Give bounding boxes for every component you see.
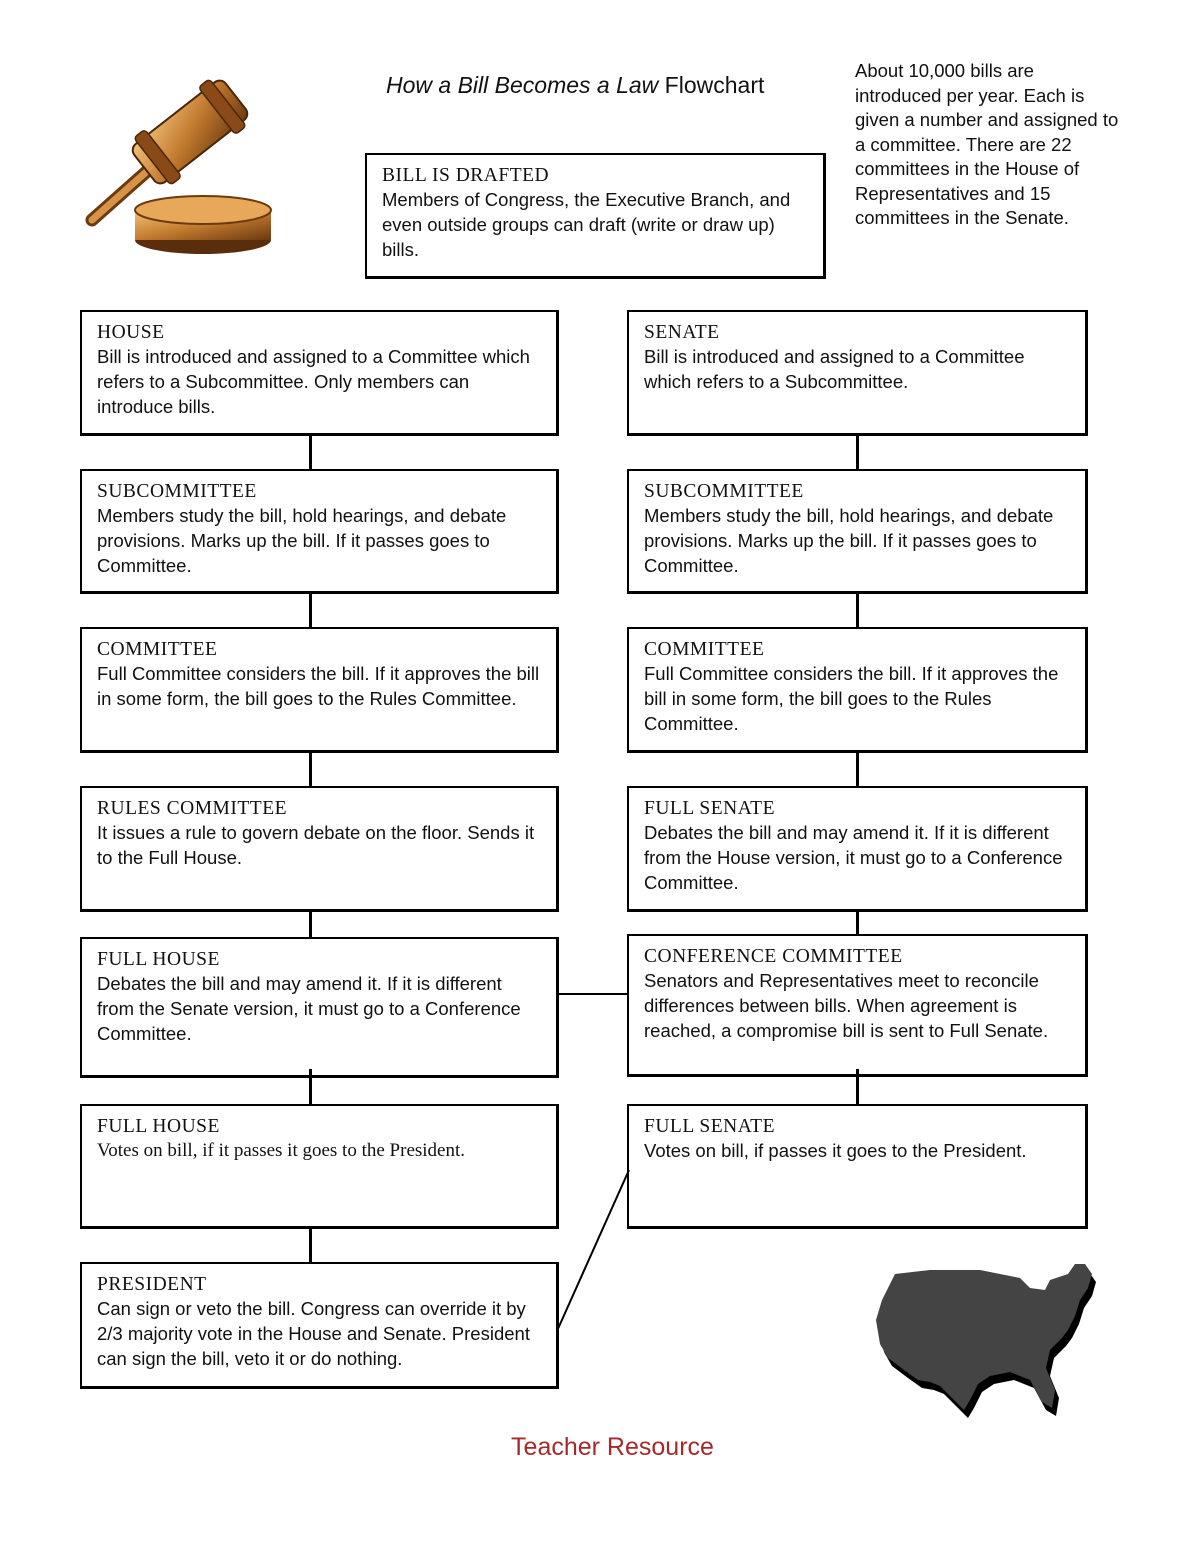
box-heading: FULL SENATE [644, 798, 775, 819]
box-heading: FULL SENATE [644, 1116, 775, 1137]
footer-label: Teacher Resource [511, 1433, 714, 1461]
box-body: Senators and Representatives meet to reconcile differences between bills. When agreement is reached, a compromise bill is sent to Full Senate. [644, 970, 1049, 1041]
box-body: Votes on bill, if passes it goes to the President. [644, 1140, 1027, 1161]
box-heading: BILL IS DRAFTED [382, 165, 550, 186]
box-body: Members of Congress, the Executive Branch, and even outside groups can draft (write or draw up) bills. [382, 189, 791, 260]
box-body: Can sign or veto the bill. Congress can override it by 2/3 majority vote in the House and Senate. President can sign the bill, veto it or do nothing. [97, 1298, 530, 1369]
box-heading: CONFERENCE COMMITTEE [644, 946, 903, 967]
box-body: It issues a rule to govern debate on the floor. Sends it to the Full House. [97, 822, 535, 868]
box-body: Bill is introduced and assigned to a Committee which refers to a Subcommittee. [644, 346, 1025, 392]
box-heading: SUBCOMMITTEE [97, 481, 257, 502]
box-body: Members study the bill, hold hearings, and debate provisions. Marks up the bill. If it passes goes to Committee. [97, 505, 507, 576]
box-heading: SUBCOMMITTEE [644, 481, 804, 502]
title-italic: How a Bill Becomes a Law [386, 72, 659, 98]
box-body: Bill is introduced and assigned to a Committee which refers to a Subcommittee. Only members can introduce bills. [97, 346, 530, 417]
box-heading: SENATE [644, 322, 720, 343]
box-heading: PRESIDENT [97, 1274, 207, 1295]
bill-facts-note: About 10,000 bills are introduced per year. Each is given a number and assigned to a committee. There are 22 committees in the House of Representatives and 15 committees in the Senate. [855, 60, 1119, 228]
box-heading: RULES COMMITTEE [97, 798, 288, 819]
box-body: Votes on bill, if it passes it goes to the President. [97, 1140, 466, 1161]
box-heading: COMMITTEE [97, 639, 218, 660]
us-map-icon [870, 1260, 1100, 1420]
box-body: Debates the bill and may amend it. If it is different from the House version, it must go to a Conference Committee. [644, 822, 1063, 893]
senate-president-connector [557, 1170, 629, 1331]
box-heading: HOUSE [97, 322, 165, 343]
box-body: Members study the bill, hold hearings, and debate provisions. Marks up the bill. If it passes goes to Committee. [644, 505, 1054, 576]
box-body: Full Committee considers the bill. If it approves the bill in some form, the bill goes to the Rules Committee. [644, 663, 1059, 734]
box-body: Debates the bill and may amend it. If it is different from the Senate version, it must go to a Conference Committee. [97, 973, 521, 1044]
box-heading: FULL HOUSE [97, 1116, 220, 1137]
box-heading: FULL HOUSE [97, 949, 220, 970]
box-heading: COMMITTEE [644, 639, 765, 660]
box-body: Full Committee considers the bill. If it approves the bill in some form, the bill goes to the Rules Committee. [97, 663, 540, 709]
title-rest: Flowchart [658, 72, 765, 98]
